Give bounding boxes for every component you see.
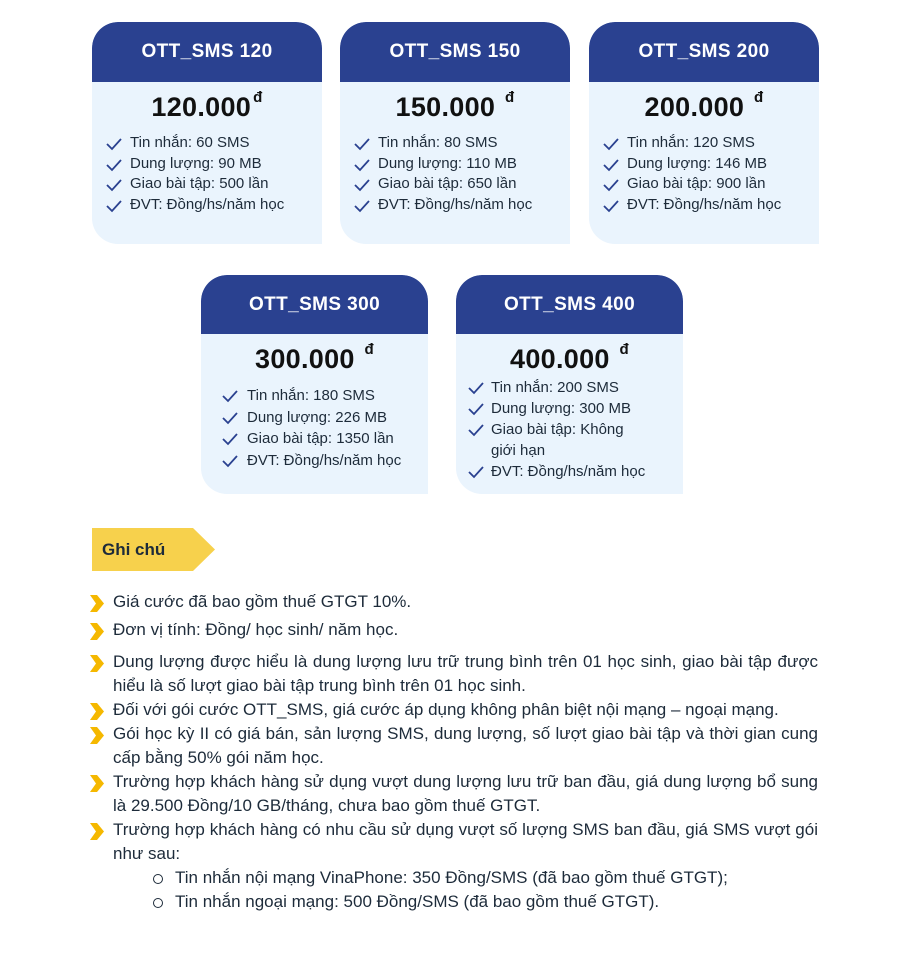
sub-item [153, 866, 818, 890]
arrow-bullet-icon [90, 595, 104, 612]
plan-card-ott-sms-200 [589, 22, 819, 244]
notes-tag [92, 528, 216, 571]
plan-name: OTT_SMS 300 [201, 275, 428, 334]
feature-list [589, 133, 819, 215]
price-value: 400.000 [510, 344, 610, 374]
note-text: Gói học kỳ II có giá bán, sản lượng SMS, dung lượng, số lượt giao bài tập và thời gian cung cấp bằng 50% gói năm học. [113, 724, 818, 767]
feature-text: Tin nhắn: 120 SMS [627, 134, 755, 151]
feature-list [92, 133, 322, 215]
feature-item [340, 195, 570, 216]
plan-price [589, 89, 819, 123]
feature-item [92, 133, 322, 154]
plan-price [92, 89, 322, 123]
feature-text: ĐVT: Đồng/hs/năm học [247, 451, 402, 469]
feature-item [456, 398, 683, 419]
arrow-bullet-icon [90, 823, 104, 840]
feature-item [201, 450, 428, 472]
arrow-bullet-icon [90, 727, 104, 744]
feature-text: Tin nhắn: 60 SMS [130, 134, 250, 151]
feature-text: Dung lượng: 90 MB [130, 154, 262, 172]
feature-item [92, 154, 322, 175]
feature-text: Dung lượng: 300 MB [491, 400, 631, 417]
feature-item [456, 419, 683, 461]
check-icon [106, 178, 122, 192]
check-icon [354, 199, 370, 213]
note-text: Trường hợp khách hàng sử dụng vượt dung lượng lưu trữ ban đầu, giá dung lượng bổ sung là 29.500 Đồng/10 GB/tháng, chưa bao gồm thuế GTGT. [113, 772, 818, 815]
feature-text: ĐVT: Đồng/hs/năm học [491, 463, 646, 480]
arrow-bullet-icon [90, 623, 104, 640]
check-icon [468, 402, 484, 416]
feature-list [456, 377, 683, 482]
note-item [90, 722, 818, 770]
check-icon [106, 199, 122, 213]
currency-symbol: đ [754, 89, 764, 106]
note-text: Trường hợp khách hàng có nhu cầu sử dụng vượt số lượng SMS ban đầu, giá SMS vượt gói như sau: [113, 820, 818, 863]
note-text: Đơn vị tính: Đồng/ học sinh/ năm học. [113, 620, 399, 639]
feature-item [201, 428, 428, 450]
arrow-bullet-icon [90, 775, 104, 792]
price-value: 120.000 [151, 92, 252, 122]
note-item [90, 818, 818, 914]
circle-bullet-icon [153, 898, 163, 908]
feature-text: Dung lượng: 110 MB [378, 154, 517, 172]
sub-item-text: Tin nhắn nội mạng VinaPhone: 350 Đồng/SMS (đã bao gồm thuế GTGT); [175, 868, 728, 887]
feature-item [201, 385, 428, 407]
check-icon [222, 389, 238, 403]
feature-item [456, 461, 683, 482]
price-value: 300.000 [255, 344, 355, 374]
feature-text: Dung lượng: 226 MB [247, 408, 387, 426]
feature-text: ĐVT: Đồng/hs/năm học [627, 195, 782, 213]
arrow-bullet-icon [90, 655, 104, 672]
plan-card-ott-sms-120 [92, 22, 322, 244]
check-icon [468, 381, 484, 395]
check-icon [222, 411, 238, 425]
feature-item [589, 154, 819, 175]
check-icon [603, 137, 619, 151]
sms-price-sublist [113, 866, 818, 914]
check-icon [354, 137, 370, 151]
feature-text: Giao bài tập: 900 lần [627, 175, 766, 192]
feature-item [92, 174, 322, 195]
feature-item [340, 133, 570, 154]
circle-bullet-icon [153, 874, 163, 884]
check-icon [468, 423, 484, 437]
notes-list [90, 590, 818, 914]
feature-item [589, 133, 819, 154]
check-icon [222, 454, 238, 468]
currency-symbol: đ [619, 341, 629, 358]
arrow-bullet-icon [90, 703, 104, 720]
note-item [90, 590, 818, 614]
check-icon [354, 158, 370, 172]
feature-text: Tin nhắn: 180 SMS [247, 387, 375, 404]
feature-text: Tin nhắn: 80 SMS [378, 134, 498, 151]
note-item [90, 618, 818, 642]
plan-card-ott-sms-150 [340, 22, 570, 244]
feature-item [589, 195, 819, 216]
check-icon [106, 158, 122, 172]
price-value: 150.000 [395, 92, 496, 122]
currency-symbol: đ [364, 341, 374, 358]
feature-item [340, 174, 570, 195]
sub-item [153, 890, 818, 914]
note-item [90, 770, 818, 818]
plan-name: OTT_SMS 150 [340, 22, 570, 82]
plan-price [201, 341, 428, 375]
feature-item [456, 377, 683, 398]
plan-name: OTT_SMS 400 [456, 275, 683, 334]
currency-symbol: đ [505, 89, 515, 106]
feature-list [340, 133, 570, 215]
feature-item [92, 195, 322, 216]
plan-price [340, 89, 570, 123]
check-icon [468, 465, 484, 479]
feature-text: Dung lượng: 146 MB [627, 154, 767, 172]
feature-text: Giao bài tập: Không giới hạn [491, 421, 624, 459]
plan-card-ott-sms-400 [456, 275, 683, 494]
feature-text: ĐVT: Đồng/hs/năm học [130, 195, 285, 213]
feature-text: Giao bài tập: 650 lần [378, 175, 517, 192]
plan-name: OTT_SMS 200 [589, 22, 819, 82]
feature-text: Giao bài tập: 500 lần [130, 175, 269, 192]
feature-item [589, 174, 819, 195]
check-icon [603, 178, 619, 192]
feature-item [340, 154, 570, 175]
feature-text: Tin nhắn: 200 SMS [491, 379, 619, 396]
feature-list [201, 385, 428, 471]
feature-text: Giao bài tập: 1350 lần [247, 430, 394, 447]
plan-price [456, 341, 683, 375]
feature-item [201, 407, 428, 429]
note-text: Giá cước đã bao gồm thuế GTGT 10%. [113, 592, 412, 611]
plan-card-ott-sms-300 [201, 275, 428, 494]
notes-title: Ghi chú [102, 540, 166, 559]
check-icon [603, 158, 619, 172]
note-text: Đối với gói cước OTT_SMS, giá cước áp dụng không phân biệt nội mạng – ngoại mạng. [113, 700, 779, 719]
check-icon [603, 199, 619, 213]
note-item [90, 650, 818, 698]
check-icon [106, 137, 122, 151]
note-text: Dung lượng được hiểu là dung lượng lưu trữ trung bình trên 01 học sinh, giao bài tập được hiểu là số lượt giao bài tập trung bình trên 01 học sinh. [113, 652, 818, 695]
feature-text: ĐVT: Đồng/hs/năm học [378, 195, 533, 213]
note-item [90, 698, 818, 722]
check-icon [222, 432, 238, 446]
currency-symbol: đ [253, 89, 263, 106]
sub-item-text: Tin nhắn ngoại mạng: 500 Đồng/SMS (đã bao gồm thuế GTGT). [175, 892, 660, 911]
plan-name: OTT_SMS 120 [92, 22, 322, 82]
price-value: 200.000 [644, 92, 745, 122]
check-icon [354, 178, 370, 192]
